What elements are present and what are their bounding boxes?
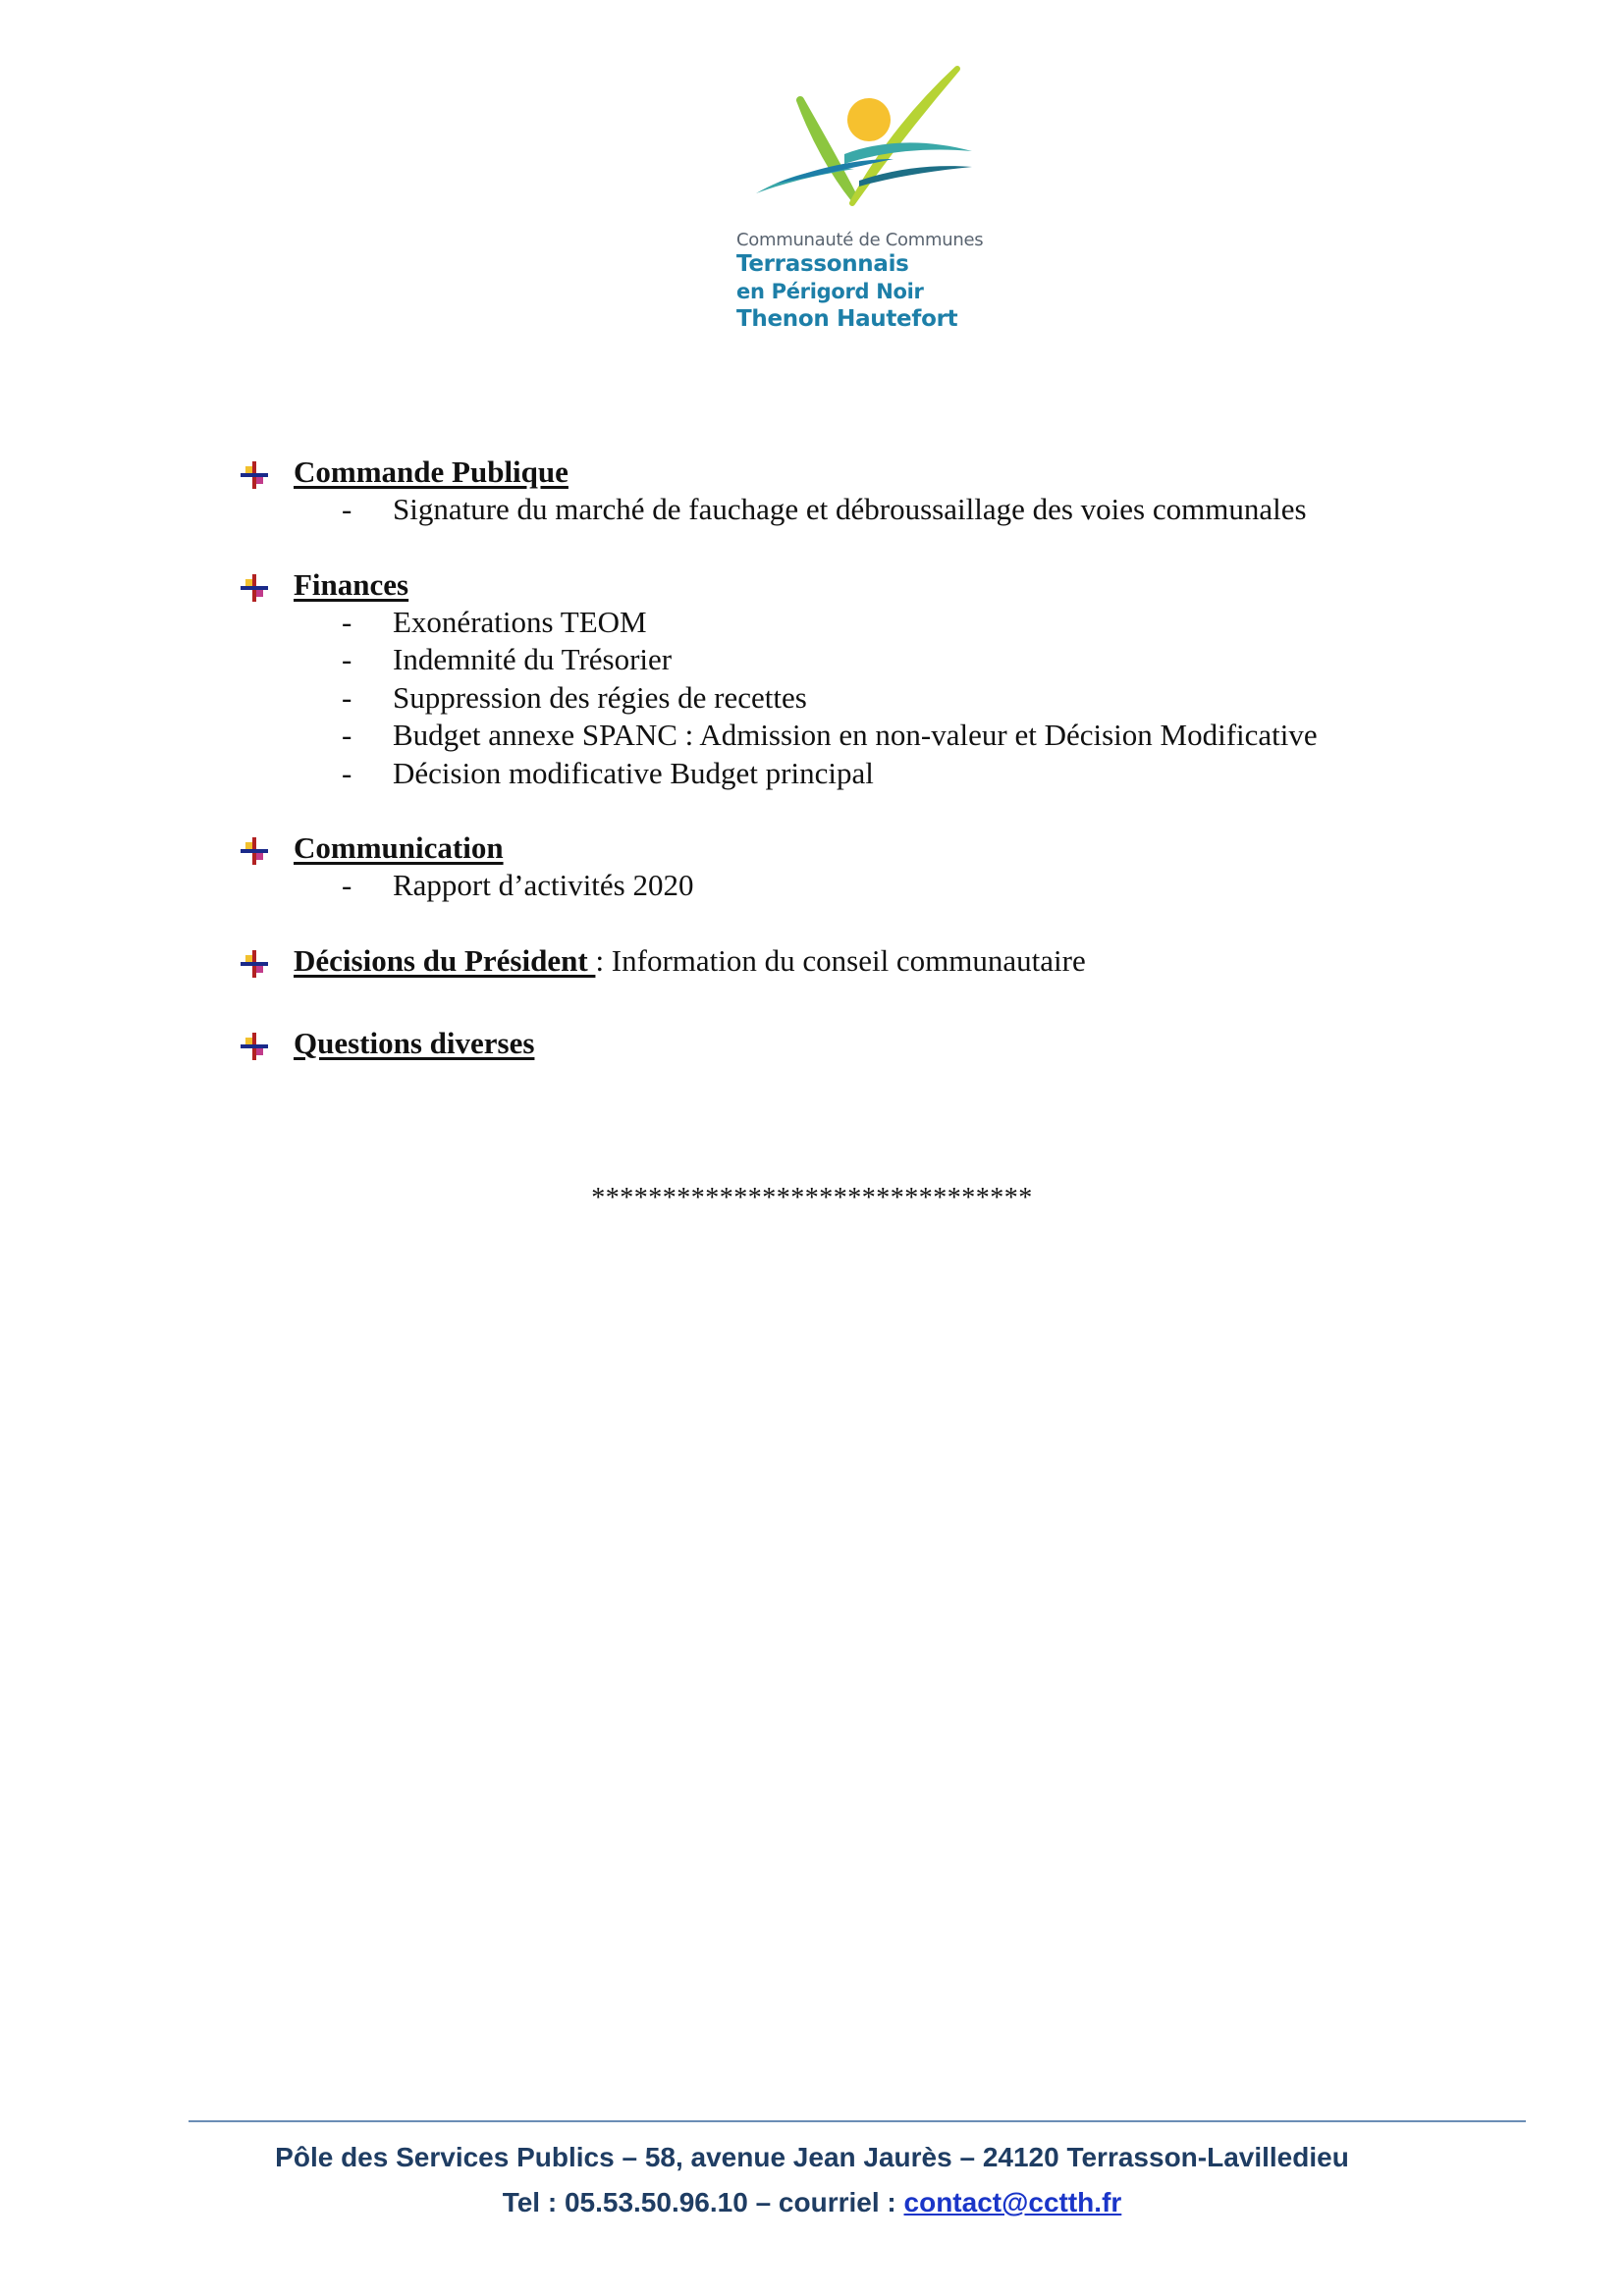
footer-contact bbox=[0, 2180, 1624, 2225]
list-item bbox=[241, 641, 1419, 679]
logo-line-4: Thenon Hautefort bbox=[736, 306, 958, 332]
section-header bbox=[241, 829, 1419, 867]
organization-logo bbox=[727, 61, 1001, 346]
list-item bbox=[241, 604, 1419, 642]
dash-marker: - bbox=[342, 679, 352, 715]
section-items bbox=[241, 867, 1419, 905]
dash-marker: - bbox=[342, 755, 352, 790]
list-item-text: Budget annexe SPANC : Admission en non-valeur et Décision Modificative bbox=[393, 718, 1318, 752]
email-link[interactable]: contact@cctth.fr bbox=[903, 2187, 1122, 2217]
cross-bullet-icon bbox=[241, 460, 268, 488]
logo-line-3: en Périgord Noir bbox=[736, 280, 924, 303]
dash-marker: - bbox=[342, 868, 352, 902]
separator-stars: ******************************* bbox=[591, 1183, 1033, 1213]
section-heading: Questions diverses bbox=[294, 1025, 535, 1060]
list-item-text: Indemnité du Trésorier bbox=[393, 642, 673, 676]
section-header bbox=[241, 942, 1419, 980]
section-header bbox=[241, 454, 1419, 491]
footer-address: Pôle des Services Publics – 58, avenue Jean Jaurès – 24120 Terrasson-Lavilledieu bbox=[275, 2142, 1349, 2172]
dash-marker: - bbox=[342, 642, 352, 676]
cross-bullet-icon bbox=[241, 949, 268, 977]
list-item-text: Exonérations TEOM bbox=[393, 604, 647, 639]
agenda-list bbox=[241, 454, 1419, 1099]
section-heading: Finances bbox=[294, 566, 409, 602]
list-item-text: Rapport d’activités 2020 bbox=[393, 868, 694, 902]
agenda-section bbox=[241, 829, 1419, 905]
section-items bbox=[241, 604, 1419, 793]
logo-line-1: Communauté de Communes bbox=[736, 230, 984, 250]
agenda-section bbox=[241, 942, 1419, 980]
list-item bbox=[241, 755, 1419, 793]
cross-bullet-icon bbox=[241, 836, 268, 864]
section-heading: Décisions du Président bbox=[294, 942, 596, 978]
section-heading-suffix: : Information du conseil communautaire bbox=[595, 942, 1086, 978]
section-heading: Commande Publique bbox=[294, 454, 568, 489]
logo-emblem-icon bbox=[746, 61, 982, 228]
section-header bbox=[241, 1025, 1419, 1062]
cross-bullet-icon bbox=[241, 573, 268, 601]
cross-bullet-icon bbox=[241, 1032, 268, 1059]
list-item bbox=[241, 491, 1419, 529]
agenda-section bbox=[241, 454, 1419, 529]
list-item bbox=[241, 717, 1419, 755]
logo-line-2: Terrassonnais bbox=[736, 251, 909, 277]
page-footer bbox=[0, 2135, 1624, 2225]
list-item-text: Signature du marché de fauchage et débroussaillage des voies communales bbox=[393, 492, 1307, 526]
section-header bbox=[241, 566, 1419, 604]
list-item bbox=[241, 867, 1419, 905]
footer-divider bbox=[189, 2120, 1526, 2122]
section-heading: Communication bbox=[294, 830, 504, 865]
list-item bbox=[241, 679, 1419, 718]
dash-marker: - bbox=[342, 492, 352, 526]
section-items bbox=[241, 491, 1419, 529]
dash-marker: - bbox=[342, 604, 352, 639]
footer-contact-label: Tel : 05.53.50.96.10 – courriel : bbox=[502, 2187, 904, 2217]
agenda-section bbox=[241, 1025, 1419, 1062]
list-item-text: Suppression des régies de recettes bbox=[393, 679, 807, 715]
dash-marker: - bbox=[342, 718, 352, 752]
agenda-section bbox=[241, 566, 1419, 793]
list-item-text: Décision modificative Budget principal bbox=[393, 755, 874, 790]
